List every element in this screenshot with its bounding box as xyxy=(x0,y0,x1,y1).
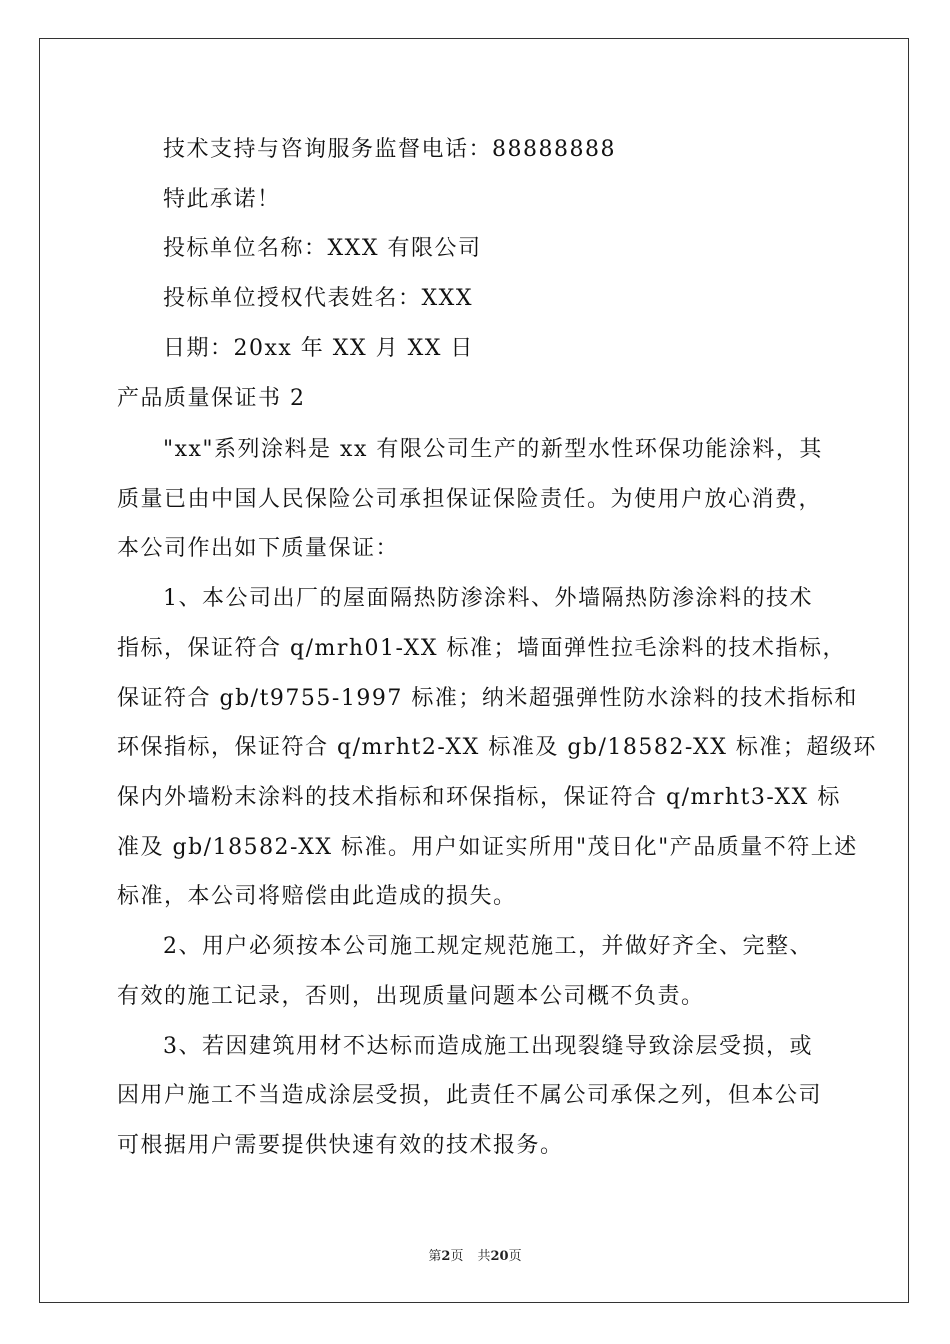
page-footer xyxy=(0,1248,950,1266)
text-line: 保内外墙粉末涂料的技术指标和环保指标，保证符合 q/mrht3-XX 标 xyxy=(117,785,841,810)
text-line: 技术支持与咨询服务监督电话：88888888 xyxy=(163,137,616,162)
section-heading: 产品质量保证书 2 xyxy=(117,386,306,411)
text-line: "xx"系列涂料是 xx 有限公司生产的新型水性环保功能涂料，其 xyxy=(163,437,823,462)
text-line: 日期：20xx 年 XX 月 XX 日 xyxy=(163,336,474,361)
page-suffix: 页 xyxy=(450,1249,464,1264)
text-line: 保证符合 gb/t9755-1997 标准；纳米超强弹性防水涂料的技术指标和 xyxy=(117,686,858,711)
text-line: 2、用户必须按本公司施工规定规范施工，并做好齐全、完整、 xyxy=(163,934,813,959)
text-line: 有效的施工记录，否则，出现质量问题本公司概不负责。 xyxy=(117,984,705,1009)
text-line: 特此承诺！ xyxy=(163,187,281,212)
page-prefix: 第 xyxy=(428,1249,442,1264)
page-border xyxy=(39,38,909,1303)
text-line: 1、本公司出厂的屋面隔热防渗涂料、外墙隔热防渗涂料的技术 xyxy=(163,586,813,611)
text-line: 本公司作出如下质量保证： xyxy=(117,536,400,561)
text-line: 标准，本公司将赔偿由此造成的损失。 xyxy=(117,884,517,909)
text-line: 投标单位名称：XXX 有限公司 xyxy=(163,236,482,261)
page-number: 2 xyxy=(441,1249,451,1264)
total-suffix: 页 xyxy=(508,1249,522,1264)
total-pages: 20 xyxy=(490,1249,509,1264)
text-line: 3、若因建筑用材不达标而造成施工出现裂缝导致涂层受损，或 xyxy=(163,1034,813,1059)
text-line: 投标单位授权代表姓名：XXX xyxy=(163,286,473,311)
text-line: 环保指标，保证符合 q/mrht2-XX 标准及 gb/18582-XX 标准；超级环 xyxy=(117,735,877,760)
text-line: 可根据用户需要提供快速有效的技术报务。 xyxy=(117,1133,564,1158)
text-line: 指标，保证符合 q/mrh01-XX 标准；墙面弹性拉毛涂料的技术指标， xyxy=(117,636,846,661)
text-line: 因用户施工不当造成涂层受损，此责任不属公司承保之列，但本公司 xyxy=(117,1083,823,1108)
text-line: 准及 gb/18582-XX 标准。用户如证实所用"茂日化"产品质量不符上述 xyxy=(117,835,858,860)
text-line: 质量已由中国人民保险公司承担保证保险责任。为使用户放心消费， xyxy=(117,487,823,512)
total-prefix: 共 xyxy=(477,1249,491,1264)
